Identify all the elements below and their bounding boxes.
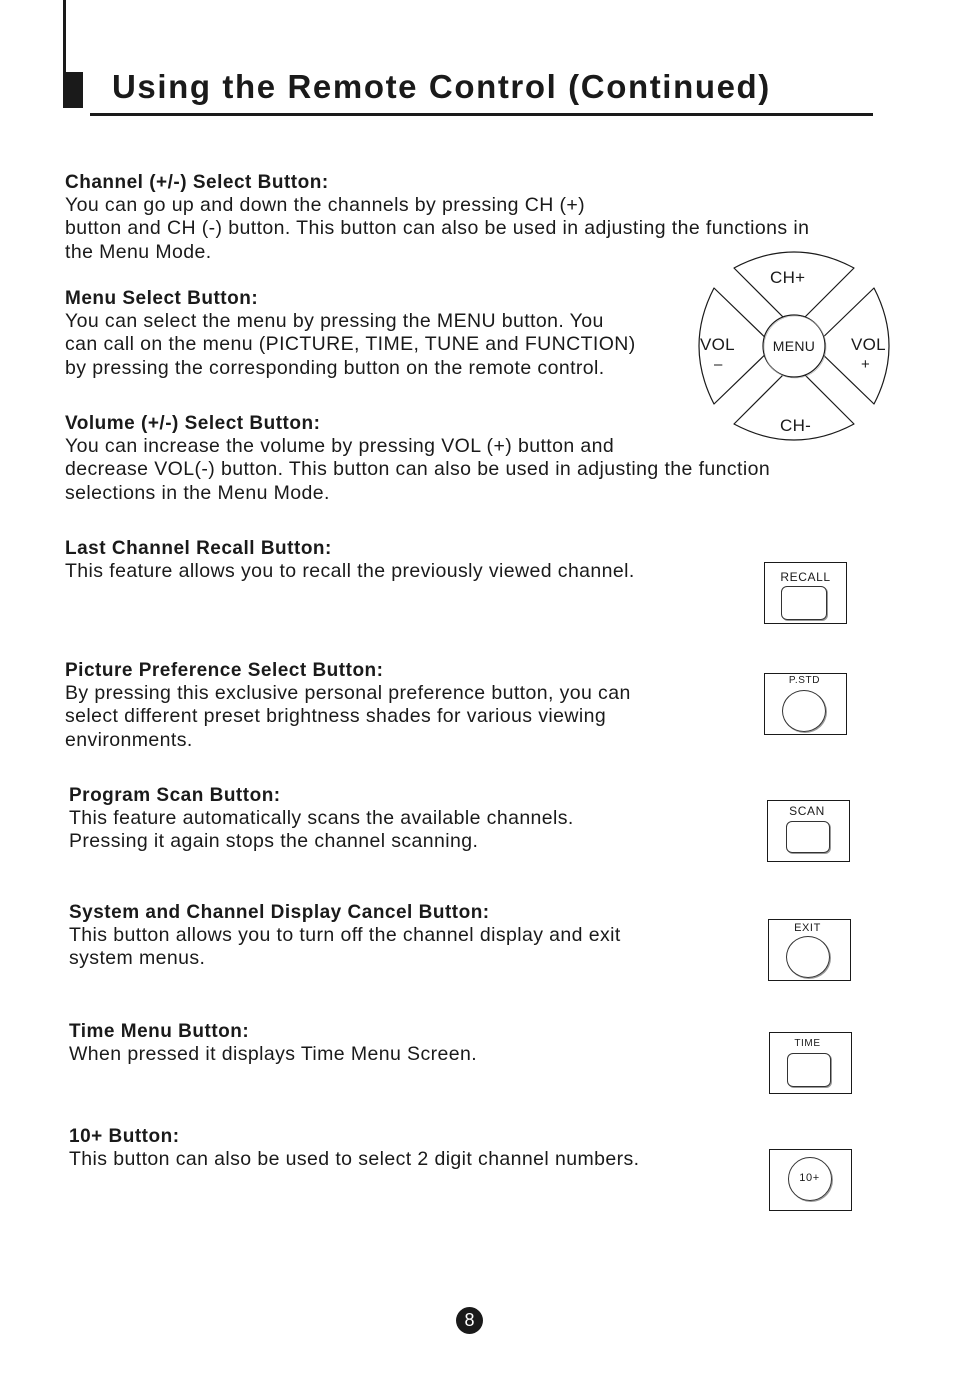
section-line: button and CH (-) button. This button can also be used in adjusting the functions in [65, 217, 810, 240]
section-heading: System and Channel Display Cancel Button: [69, 902, 490, 923]
exit-button-illustration [768, 919, 851, 981]
menu-button[interactable]: MENU [772, 338, 816, 354]
time-button-illustration [769, 1032, 852, 1094]
section-picture-preference [65, 659, 631, 752]
scan-button-illustration [767, 800, 850, 862]
exit-button-label: EXIT [794, 922, 821, 934]
section-line: decrease VOL(-) button. This button can also be used in adjusting the function [65, 458, 771, 481]
section-line: the Menu Mode. [65, 240, 212, 263]
scan-button[interactable] [786, 821, 830, 853]
scan-button-label: SCAN [789, 804, 825, 818]
title-underline [90, 113, 873, 116]
section-line: This feature automatically scans the available channels. [69, 807, 574, 830]
section-line: select different preset brightness shades for various viewing [65, 705, 607, 728]
section-heading: Time Menu Button: [69, 1021, 250, 1042]
section-heading: Volume (+/-) Select Button: [65, 413, 321, 434]
page-number: 8 [456, 1307, 483, 1334]
section-heading: Program Scan Button: [69, 785, 281, 806]
section-line: environments. [65, 728, 193, 751]
vol-down-button[interactable]: VOL [700, 335, 735, 354]
section-line: You can increase the volume by pressing VOL (+) button and [65, 435, 615, 458]
section-time-menu [69, 1020, 477, 1066]
section-line: You can go up and down the channels by pressing CH (+) [65, 194, 586, 217]
section-line: selections in the Menu Mode. [65, 481, 330, 504]
section-heading: 10+ Button: [69, 1126, 180, 1147]
pstd-button[interactable] [782, 690, 826, 732]
exit-button[interactable] [786, 936, 830, 978]
section-line: system menus. [69, 947, 206, 970]
section-last-channel-recall [65, 537, 635, 583]
time-button[interactable] [787, 1053, 831, 1087]
section-heading: Picture Preference Select Button: [65, 660, 384, 681]
section-line: You can select the menu by pressing the MENU button. You [65, 310, 604, 333]
ch-down-button[interactable]: CH- [780, 416, 812, 435]
ten-plus-button-illustration [769, 1149, 852, 1211]
ch-up-button[interactable]: CH+ [770, 268, 806, 287]
section-volume-select [65, 412, 770, 505]
vol-down-sign: – [714, 356, 723, 373]
section-display-cancel [69, 901, 621, 971]
recall-button-label: RECALL [780, 570, 831, 584]
section-line: This button allows you to turn off the channel display and exit [69, 924, 621, 947]
section-heading: Menu Select Button: [65, 288, 259, 309]
section-line: by pressing the corresponding button on the remote control. [65, 356, 605, 379]
vol-up-sign: + [861, 356, 871, 373]
section-line: This button can also be used to select 2 digit channel numbers. [69, 1148, 640, 1171]
section-line: This feature allows you to recall the previously viewed channel. [65, 560, 635, 583]
recall-button-illustration [764, 562, 847, 624]
pstd-button-illustration [764, 673, 847, 735]
time-button-label: TIME [794, 1038, 821, 1049]
recall-button[interactable] [781, 586, 827, 620]
left-margin-block [63, 72, 83, 108]
section-heading: Channel (+/-) Select Button: [65, 172, 329, 193]
section-line: By pressing this exclusive personal preference button, you can [65, 682, 631, 705]
section-line: can call on the menu (PICTURE, TIME, TUNE and FUNCTION) [65, 333, 636, 356]
section-line: When pressed it displays Time Menu Screen. [69, 1043, 478, 1066]
dpad-illustration [694, 248, 894, 444]
ten-plus-button-label: 10+ [799, 1172, 820, 1184]
section-menu-select [65, 287, 636, 380]
pstd-button-label: P.STD [788, 675, 821, 686]
section-line: Pressing it again stops the channel scanning. [69, 830, 479, 853]
section-ten-plus [69, 1125, 639, 1171]
section-heading: Last Channel Recall Button: [65, 538, 332, 559]
vol-up-button[interactable]: VOL [851, 335, 886, 354]
section-program-scan [69, 784, 574, 854]
page-title: Using the Remote Control (Continued) [112, 68, 771, 105]
